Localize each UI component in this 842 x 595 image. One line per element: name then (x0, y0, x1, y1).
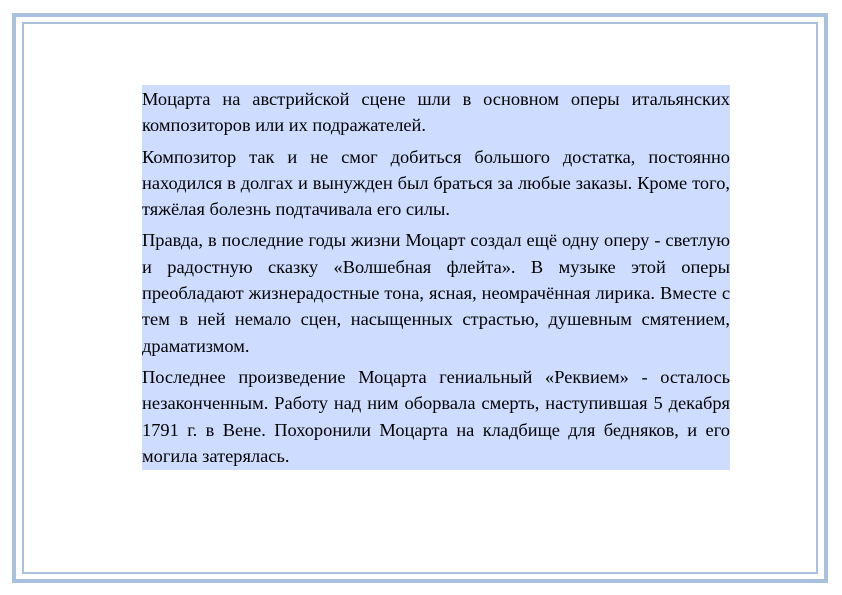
paragraph-poverty: Композитор так и не смог добиться большого достатка, постоянно находился в долгах и вынужден был браться за любые заказы. Кроме того, тяжёлая болезнь подтачивала его силы. (142, 146, 730, 220)
paragraph-requiem: Последнее произведение Моцарта гениальный «Реквием» - осталось незаконченным. Работу над ним оборвала смерть, наступившая 5 декабря 1791 г. в Вене. Похоронили Моцарта на кладбище для бедняков, и его могила затерялась. (142, 366, 730, 466)
text-block (142, 85, 730, 470)
paragraph-magic-flute: Правда, в последние годы жизни Моцарт создал ещё одну оперу - светлую и радостную сказку «Волшебная флейта». В музыке этой оперы преобладают жизнерадостные тона, ясная, неомрачённая лирика. Вместе с тем в ней немало сцен, насыщенных страстью, душевным смятением, драматизмом. (142, 230, 730, 356)
paragraph-opera-scene: Моцарта на австрийской сцене шли в основном оперы итальянских композиторов или их подражателей. (142, 89, 730, 136)
